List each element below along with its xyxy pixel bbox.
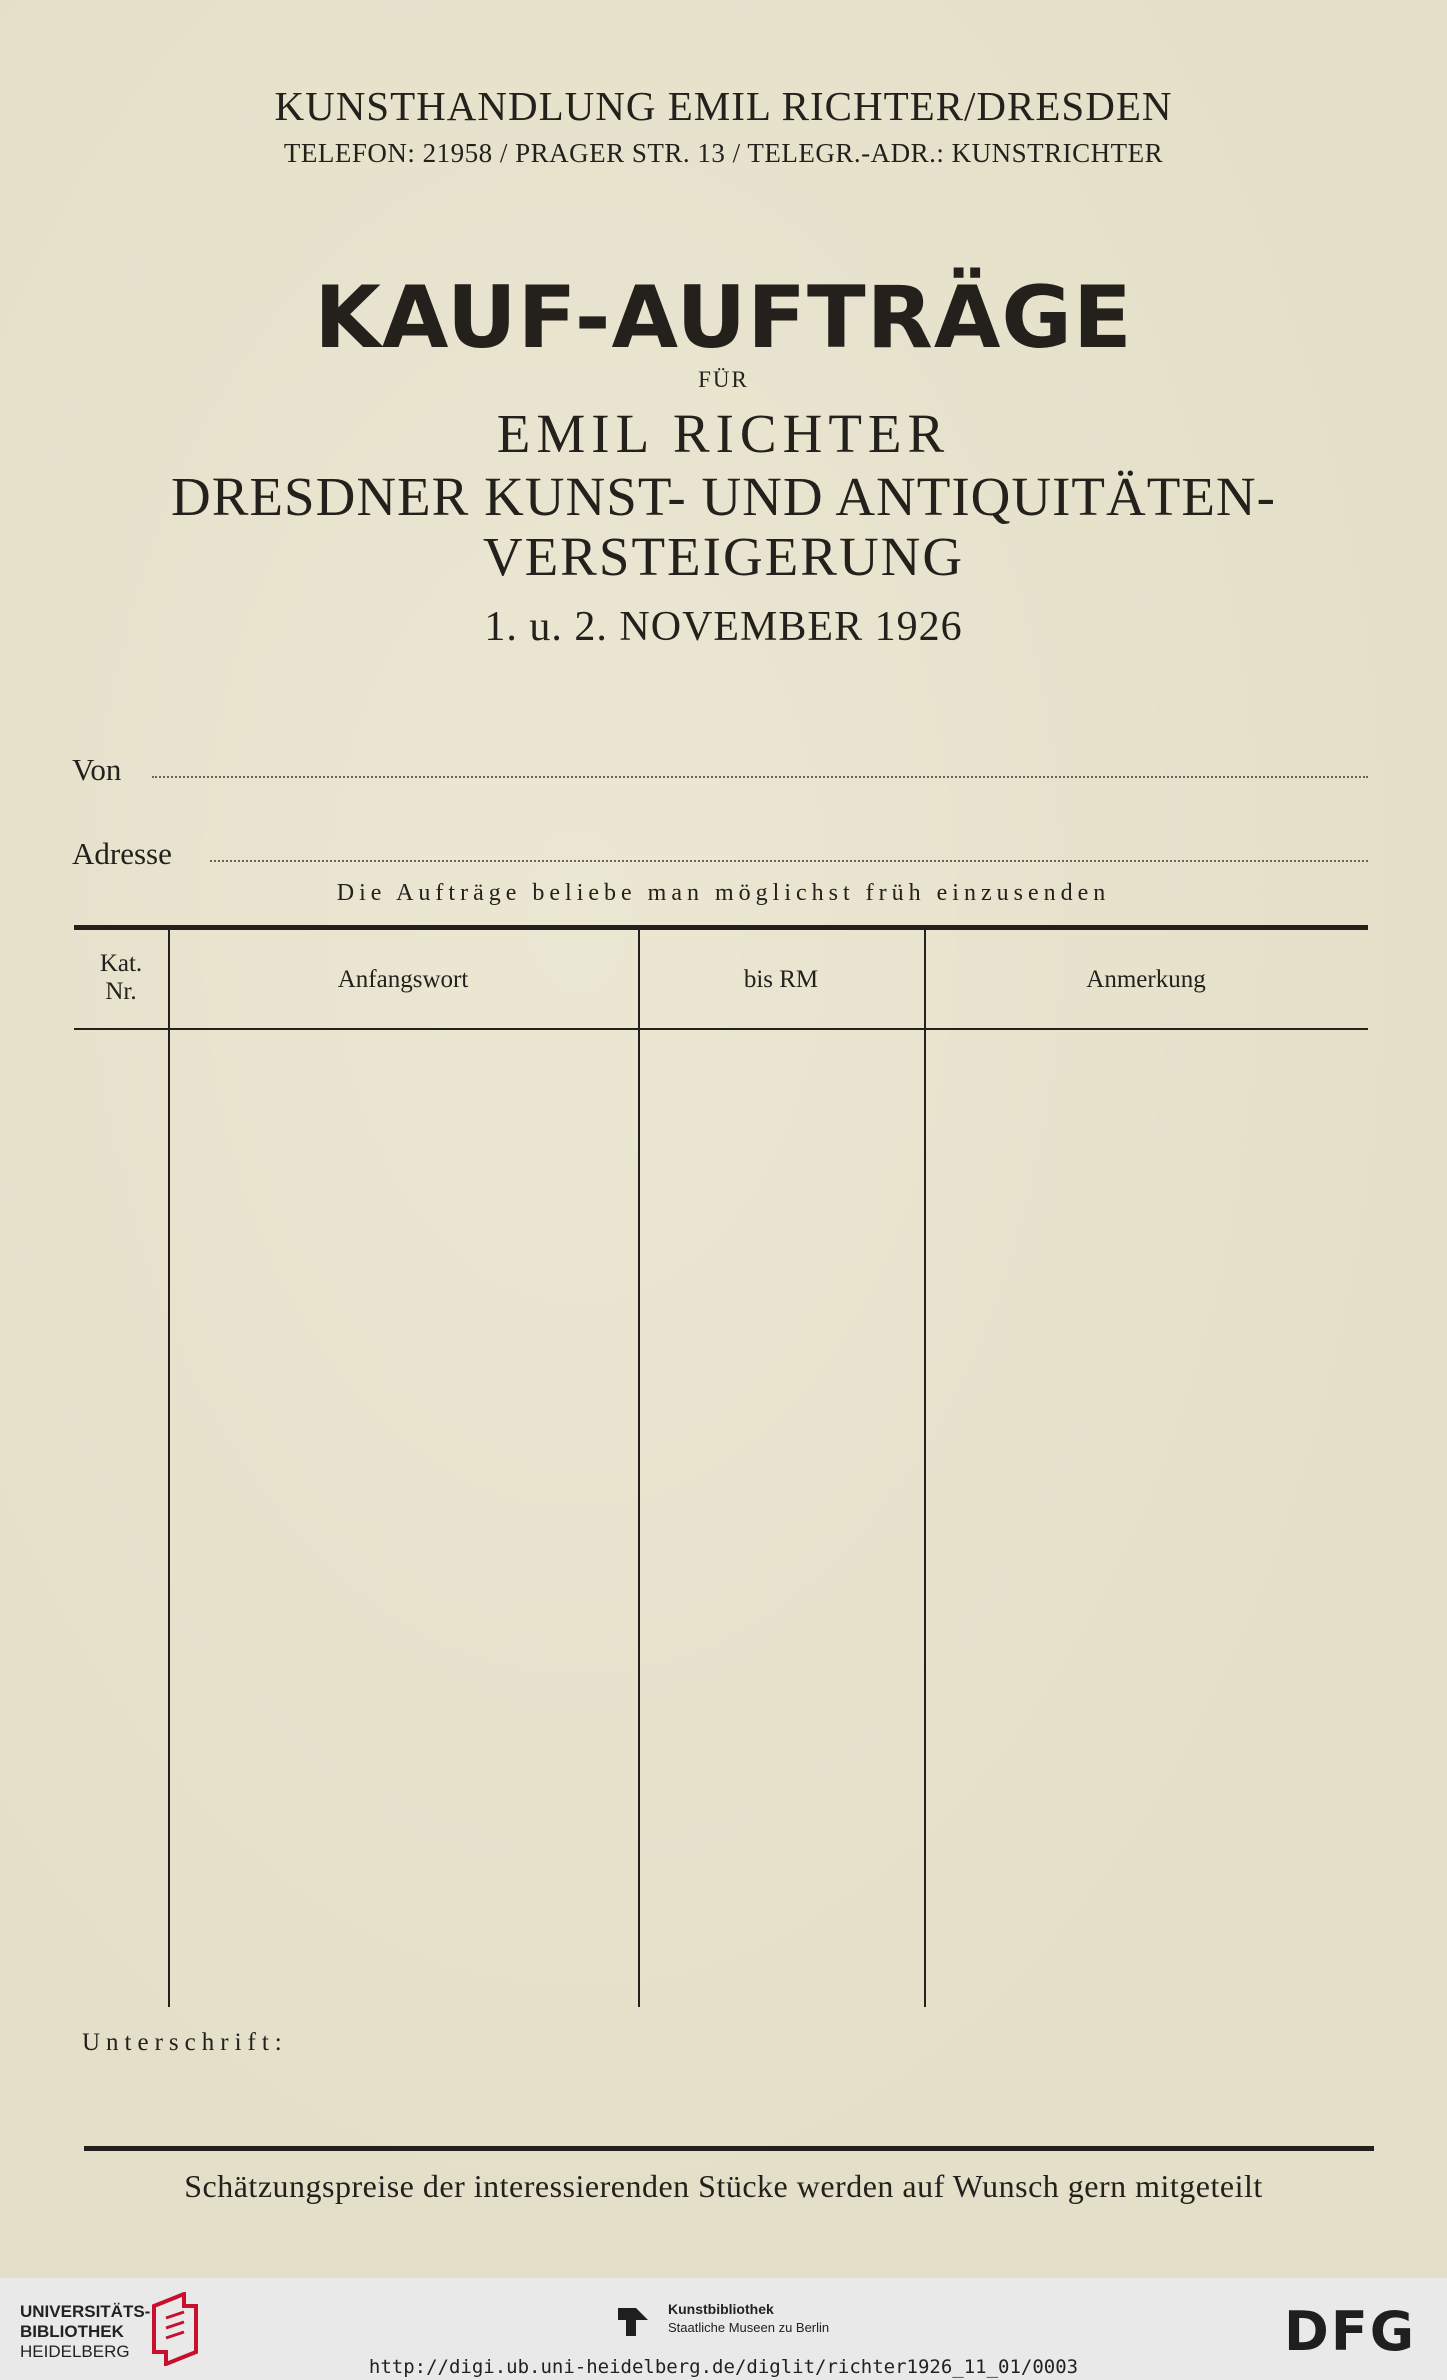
- footer-note: Schätzungspreise der interessierenden Stücke werden auf Wunsch gern mitgeteilt: [184, 2168, 1263, 2204]
- footer-rule: [84, 2146, 1374, 2151]
- column-divider: [638, 930, 640, 2007]
- ub-heidelberg-logo-icon[interactable]: [146, 2292, 200, 2366]
- adresse-label: Adresse: [72, 836, 172, 871]
- ub-line-3: HEIDELBERG: [20, 2342, 130, 2361]
- table-header-rule: [74, 1028, 1368, 1030]
- von-field-line[interactable]: [152, 776, 1368, 778]
- signature-label: Unterschrift:: [82, 2029, 288, 2056]
- permalink-url[interactable]: http://digi.ub.uni-heidelberg.de/diglit/richter1926_11_01/0003: [368, 2356, 1079, 2378]
- table-top-rule: [74, 925, 1368, 930]
- von-label: Von: [72, 752, 122, 787]
- ub-line-1: UNIVERSITÄTS-: [20, 2302, 151, 2321]
- ub-heidelberg-logo-text[interactable]: [20, 2302, 150, 2362]
- column-header-kat-line: Kat.: [99, 950, 143, 977]
- column-header-anmerkung: Anmerkung: [1086, 966, 1206, 993]
- column-divider: [168, 930, 170, 2007]
- column-header-anfangswort: Anfangswort: [337, 966, 469, 993]
- kb-line-2: Staatliche Museen zu Berlin: [668, 2320, 830, 2335]
- ub-line-2: BIBLIOTHEK: [20, 2322, 124, 2341]
- column-header-bis-rm: bis RM: [743, 966, 819, 993]
- contact-line: TELEFON: 21958 / PRAGER STR. 13 / TELEGR.-ADR.: KUNSTRICHTER: [283, 138, 1164, 168]
- document-title: KAUF-AUFTRÄGE: [314, 268, 1133, 368]
- instruction-text: Die Aufträge beliebe man möglichst früh einzusenden: [336, 880, 1111, 906]
- dfg-logo[interactable]: DFG: [1284, 2300, 1417, 2363]
- title-fuer: FÜR: [698, 367, 749, 392]
- kunstbibliothek-logo-icon[interactable]: [616, 2302, 650, 2340]
- auction-date: 1. u. 2. NOVEMBER 1926: [484, 604, 963, 650]
- column-header-kat-nr: [74, 950, 168, 1006]
- auction-subtitle-line-2: VERSTEIGERUNG: [482, 526, 965, 587]
- column-header-nr-line: Nr.: [105, 978, 137, 1005]
- kb-line-1: Kunstbibliothek: [668, 2301, 774, 2317]
- firm-name: KUNSTHANDLUNG EMIL RICHTER/DRESDEN: [274, 83, 1173, 129]
- kunstbibliothek-text: [668, 2300, 829, 2337]
- column-divider: [924, 930, 926, 2007]
- auction-house-name: EMIL RICHTER: [496, 403, 951, 464]
- viewer-footer-bar: [0, 2278, 1447, 2380]
- adresse-field-line[interactable]: [210, 860, 1368, 862]
- auction-subtitle-line-1: DRESDNER KUNST- UND ANTIQUITÄTEN-: [171, 466, 1276, 527]
